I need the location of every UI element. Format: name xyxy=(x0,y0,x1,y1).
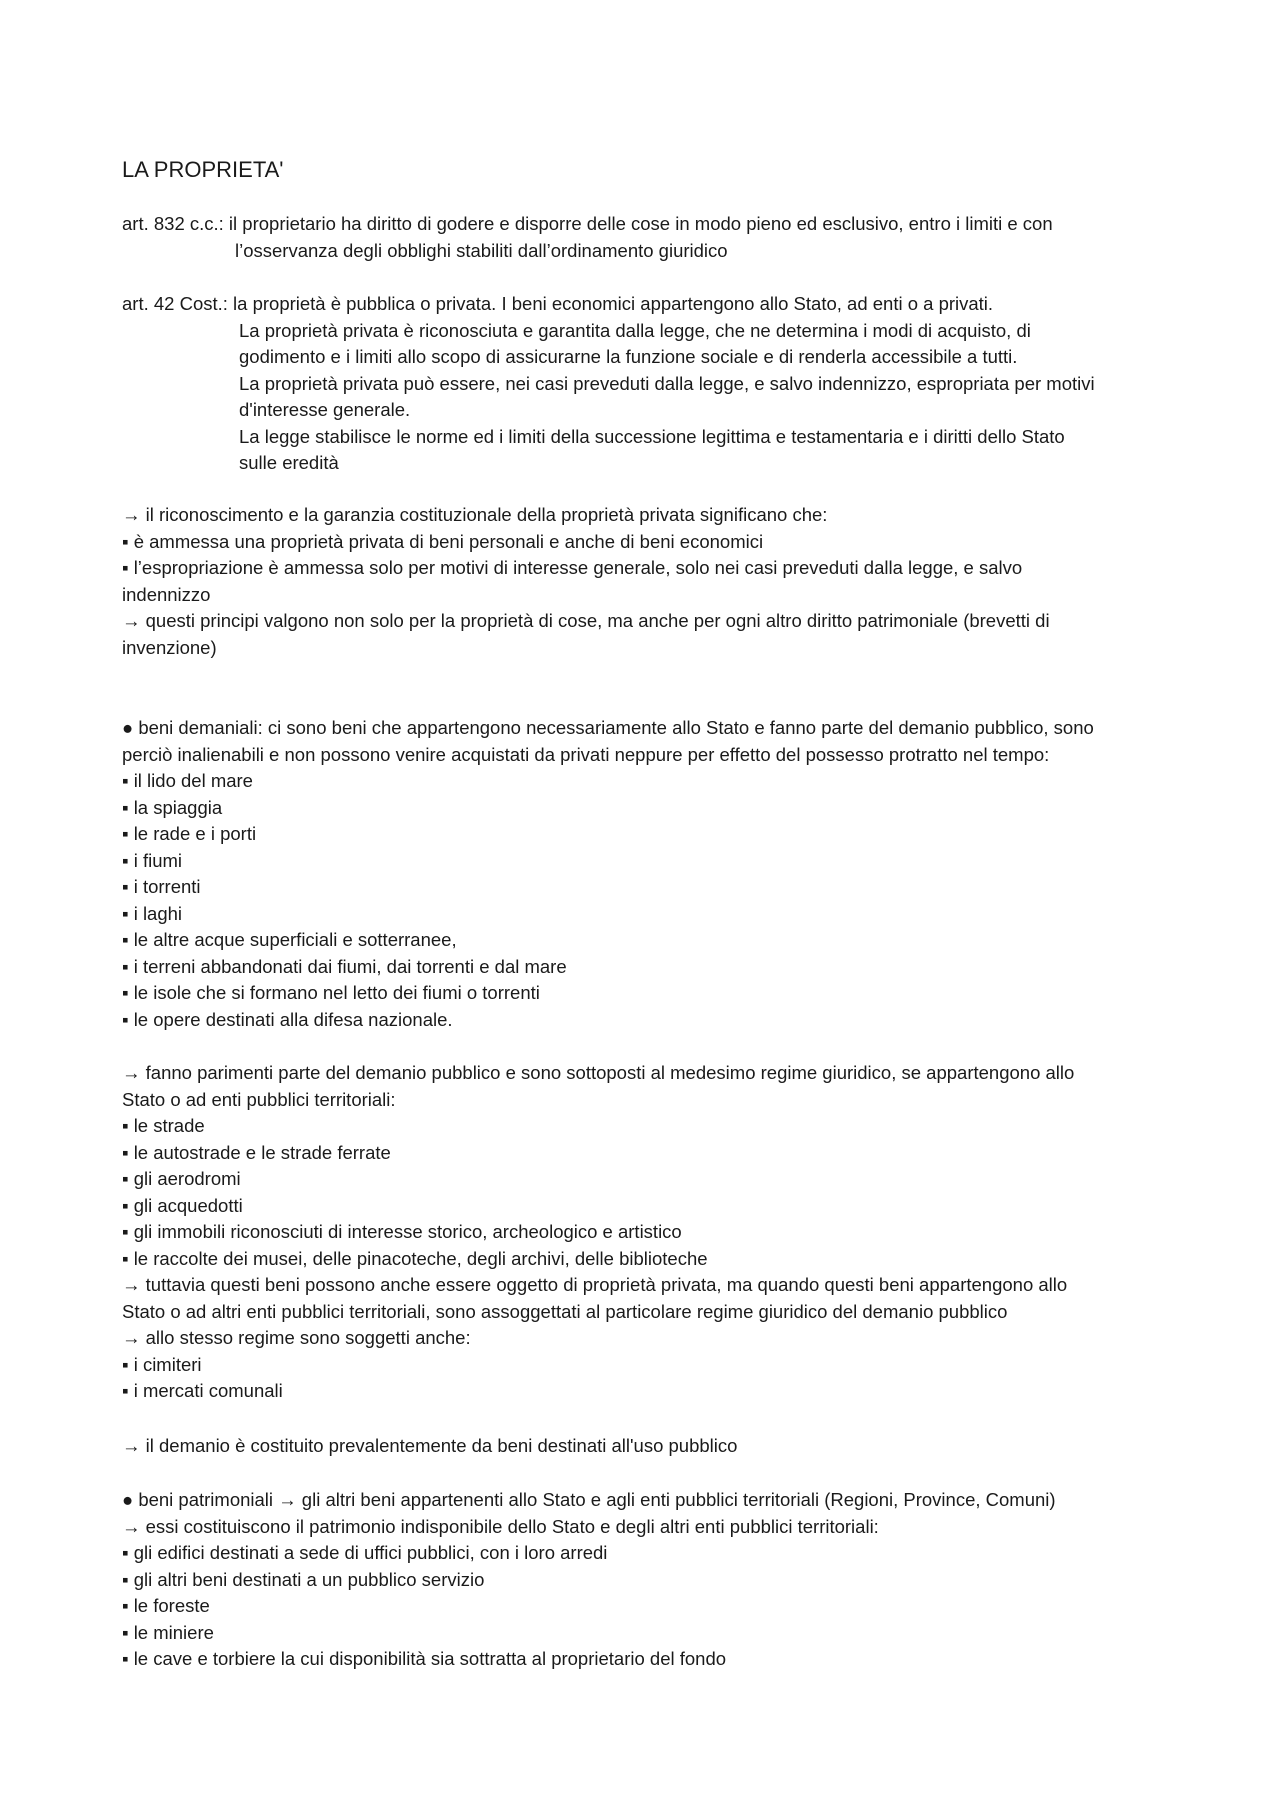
list-item: ▪ le raccolte dei musei, delle pinacoteche, degli archivi, delle biblioteche xyxy=(122,1247,708,1269)
art-832-label: art. 832 c.c.: xyxy=(122,213,224,234)
beni-patrimoniali-section xyxy=(122,1487,1172,1673)
uso-pubblico-line xyxy=(122,1433,1172,1460)
list-item: ▪ le miniere xyxy=(122,1621,214,1643)
page-title: LA PROPRIETA' xyxy=(122,157,284,182)
list-item: ▪ gli edifici destinati a sede di uffici pubblici, con i loro arredi xyxy=(122,1542,608,1563)
art-42-text-line: sulle eredità xyxy=(239,452,339,473)
art-42-text-line: La proprietà privata può essere, nei casi preveduti dalla legge, e salvo indennizzo, espropriata per motivi xyxy=(239,372,1095,394)
list-item: ▪ le autostrade e le strade ferrate xyxy=(122,1141,391,1163)
beni-demaniali-section xyxy=(122,715,1172,1033)
text-line: indennizzo xyxy=(122,583,211,605)
list-item: ▪ gli acquedotti xyxy=(122,1194,243,1216)
list-item: ▪ i cimiteri xyxy=(122,1353,202,1375)
list-item: ▪ l’espropriazione è ammessa solo per motivi di interesse generale, solo nei casi preveduti dalla legge, e salvo xyxy=(122,557,1023,578)
list-item: ▪ le cave e torbiere la cui disponibilità sia sottratta al proprietario del fondo xyxy=(122,1648,727,1669)
list-item: ▪ le opere destinati alla difesa nazionale. xyxy=(122,1008,453,1030)
list-item: ▪ gli immobili riconosciuti di interesse storico, archeologico e artistico xyxy=(122,1221,682,1242)
text-line: → questi principi valgono non solo per la proprietà di cose, ma anche per ogni altro diritto patrimoniale (brevetti di xyxy=(122,610,1050,631)
list-item: ▪ gli altri beni destinati a un pubblico servizio xyxy=(122,1568,485,1590)
list-item: ▪ le strade xyxy=(122,1115,205,1136)
section-intro: ● beni patrimoniali → gli altri beni appartenenti allo Stato e agli enti pubblici territoriali (Regioni, Province, Comuni) xyxy=(122,1489,1056,1510)
art-42-text-line: La legge stabilisce le norme ed i limiti della successione legittima e testamentaria e i diritti dello Stato xyxy=(239,425,1065,447)
art-42-text-line: godimento e i limiti allo scopo di assicurarne la funzione sociale e di renderla accessibile a tutti. xyxy=(239,346,1018,367)
art-42-text-line: la proprietà è pubblica o privata. I beni economici appartengono allo Stato, ad enti o a privati. xyxy=(227,293,994,314)
section-intro: perciò inalienabili e non possono venire acquistati da privati neppure per effetto del possesso protratto nel tempo: xyxy=(122,743,1050,765)
list-item: ▪ gli aerodromi xyxy=(122,1168,241,1189)
list-item: ▪ è ammessa una proprietà privata di beni personali e anche di beni economici xyxy=(122,530,764,552)
text-line: → tuttavia questi beni possono anche essere oggetto di proprietà privata, ma quando questi beni appartengono allo xyxy=(122,1274,1068,1295)
text-line: invenzione) xyxy=(122,636,217,658)
parimenti-section xyxy=(122,1060,1172,1405)
art-42-text-line: La proprietà privata è riconosciuta e garantita dalla legge, che ne determina i modi di acquisto, di xyxy=(239,319,1031,341)
art-832-text-line: il proprietario ha diritto di godere e disporre delle cose in modo pieno ed esclusivo, entro i limiti e con xyxy=(223,213,1053,234)
list-item: ▪ i mercati comunali xyxy=(122,1380,283,1401)
list-item: ▪ i torrenti xyxy=(122,876,201,897)
art-42-label: art. 42 Cost.: xyxy=(122,293,228,314)
list-item: ▪ i fiumi xyxy=(122,849,183,871)
text-line: → allo stesso regime sono soggetti anche: xyxy=(122,1327,471,1348)
art-832-text-line: l’osservanza degli obblighi stabiliti dall’ordinamento giuridico xyxy=(235,239,728,261)
section-intro: Stato o ad enti pubblici territoriali: xyxy=(122,1088,396,1110)
text-line: → il demanio è costituito prevalentemente da beni destinati all'uso pubblico xyxy=(122,1435,738,1456)
list-item: ▪ il lido del mare xyxy=(122,770,253,791)
list-item: ▪ i laghi xyxy=(122,902,183,924)
list-item: ▪ le altre acque superficiali e sotterranee, xyxy=(122,929,457,950)
list-item: ▪ le foreste xyxy=(122,1595,210,1616)
section-intro: ● beni demaniali: ci sono beni che appartengono necessariamente allo Stato e fanno parte del demanio pubblico, sono xyxy=(122,717,1094,738)
section-intro: → fanno parimenti parte del demanio pubblico e sono sottoposti al medesimo regime giuridico, se appartengono allo xyxy=(122,1062,1075,1083)
list-item: ▪ le rade e i porti xyxy=(122,823,257,844)
art-42-text-line: d'interesse generale. xyxy=(239,399,411,420)
list-item: ▪ la spiaggia xyxy=(122,796,223,818)
text-line: Stato o ad altri enti pubblici territoriali, sono assoggettati al particolare regime giuridico del demanio pubblico xyxy=(122,1300,1008,1322)
art-42-paragraph xyxy=(122,291,1172,477)
art-832-paragraph xyxy=(122,211,1172,264)
guarantee-section xyxy=(122,502,1172,661)
text-line: → il riconoscimento e la garanzia costituzionale della proprietà privata significano che: xyxy=(122,504,828,525)
list-item: ▪ i terreni abbandonati dai fiumi, dai torrenti e dal mare xyxy=(122,955,567,977)
section-intro: → essi costituiscono il patrimonio indisponibile dello Stato e degli altri enti pubblici territoriali: xyxy=(122,1515,879,1537)
list-item: ▪ le isole che si formano nel letto dei fiumi o torrenti xyxy=(122,982,540,1003)
